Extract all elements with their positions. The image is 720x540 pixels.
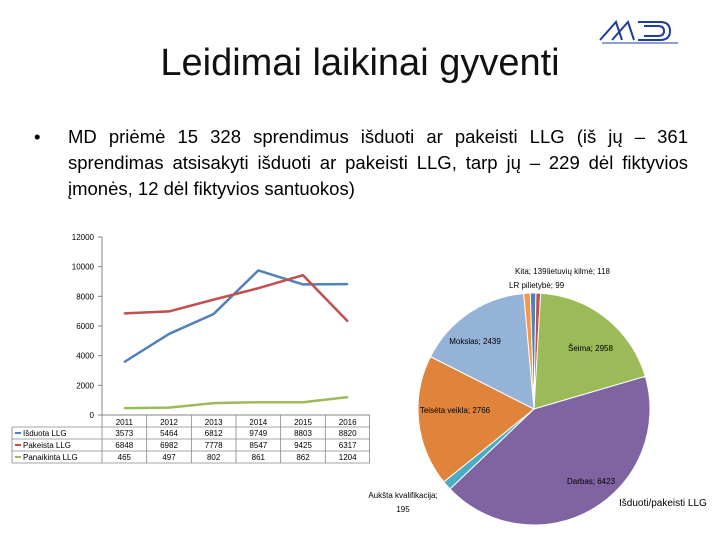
data-point	[124, 361, 126, 363]
y-axis	[72, 233, 102, 420]
data-point	[302, 274, 304, 276]
table-cell: 802	[206, 453, 221, 462]
slice-label: Teisėta veikla; 2766	[419, 406, 491, 415]
data-point	[347, 396, 349, 398]
legend-label: Panaikinta LLG	[23, 453, 78, 462]
data-point	[168, 407, 170, 409]
table-cell: 6317	[338, 441, 357, 450]
pie-chart	[360, 250, 720, 540]
slice-label: Darbas; 6423	[566, 477, 616, 486]
table-cell: 8820	[338, 429, 357, 438]
slice-label: Mokslas; 2439	[449, 337, 501, 346]
series-group	[124, 270, 349, 409]
table-cell: 8803	[294, 429, 312, 438]
table-cell: 497	[162, 453, 176, 462]
table-cell: 6982	[160, 441, 178, 450]
series-line-2	[124, 397, 347, 408]
table-cell: 6812	[204, 429, 223, 438]
legend-label: Pakeista LLG	[23, 441, 72, 450]
y-tick-label: 12000	[71, 233, 94, 242]
x-tick-label: 2016	[338, 418, 357, 427]
data-point	[213, 313, 215, 315]
data-table	[12, 415, 370, 463]
legend-label: Išduota LLG	[23, 429, 67, 438]
data-point	[213, 402, 215, 404]
data-point	[124, 313, 126, 315]
table-cell: 9749	[249, 429, 268, 438]
pie-chart-title: Išduoti/pakeisti LLG	[619, 498, 707, 509]
table-cell: 6848	[115, 441, 134, 450]
table-cell: 7778	[204, 441, 223, 450]
x-tick-label: 2013	[204, 418, 223, 427]
slice-label: Kita; 139	[515, 267, 547, 276]
x-tick-label: 2014	[249, 418, 268, 427]
bullet-text: MD priėmė 15 328 sprendimus išduoti ar pakeisti LLG (iš jų – 361 sprendimas atsisakyti išduoti ar pakeisti LLG, tarp jų – 229 dėl fiktyvios įmonės, 12 dėl fiktyvios santuokos)	[68, 126, 688, 199]
data-point	[302, 401, 304, 403]
series-line-0	[124, 270, 347, 362]
table-cell: 8547	[249, 441, 268, 450]
table-cell: 1204	[338, 453, 357, 462]
slice-label: LR pilietybė; 99	[509, 281, 565, 290]
x-tick-label: 2015	[294, 418, 312, 427]
page-title: Leidimai laikinai gyventi	[160, 42, 560, 84]
data-point	[347, 320, 349, 322]
data-point	[258, 287, 260, 289]
series-line-1	[124, 275, 347, 321]
slice-label: Šeima; 2958	[568, 344, 613, 353]
bullet-icon: •	[34, 126, 41, 147]
data-point	[302, 284, 304, 286]
table-cell: 3573	[115, 429, 134, 438]
y-tick-label: 8000	[76, 292, 94, 302]
data-point	[258, 401, 260, 403]
bullet-point	[36, 124, 688, 202]
table-cell: 5464	[160, 429, 178, 438]
y-tick-label: 0	[89, 411, 94, 420]
data-point	[168, 333, 170, 335]
line-chart	[0, 220, 370, 480]
slice-label: Aukšta kvalifikacija;	[368, 491, 438, 500]
table-cell: 862	[296, 453, 310, 462]
x-tick-label: 2012	[160, 418, 178, 427]
data-point	[258, 270, 260, 272]
y-tick-label: 2000	[76, 381, 94, 391]
table-cell: 9425	[294, 441, 312, 450]
table-cell: 465	[117, 453, 132, 462]
data-point	[347, 283, 349, 285]
slice-label-value: 195	[396, 505, 410, 514]
data-point	[124, 407, 126, 409]
data-point	[168, 311, 170, 313]
y-tick-label: 6000	[76, 322, 94, 331]
table-cell: 861	[251, 453, 266, 462]
x-tick-label: 2011	[115, 418, 133, 427]
slice-label: lietuvių kilmė; 118	[547, 267, 610, 276]
data-point	[213, 299, 215, 301]
y-tick-label: 4000	[76, 351, 94, 361]
y-tick-label: 10000	[71, 262, 94, 272]
